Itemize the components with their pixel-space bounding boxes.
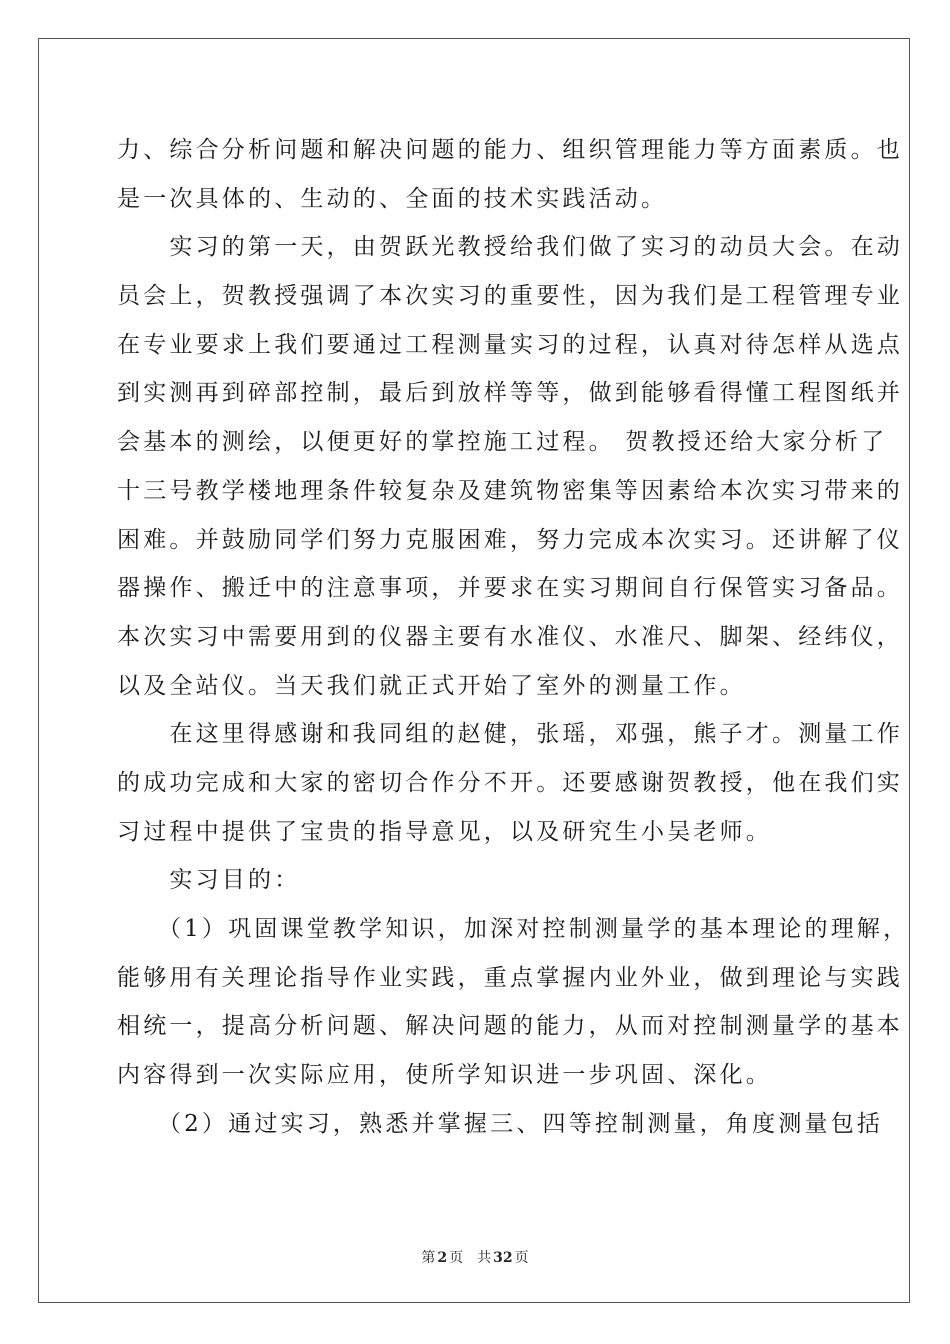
text-line: 的成功完成和大家的密切合作分不开。还要感谢贺教授，他在我们实: [117, 769, 903, 796]
page-footer: [0, 1247, 950, 1267]
text-line: 十三号教学楼地理条件较复杂及建筑物密集等因素给本次实习带来的: [117, 477, 903, 504]
page-prefix: 第: [421, 1250, 436, 1266]
text-line: 到实测再到碎部控制，最后到放样等等，做到能够看得懂工程图纸并: [117, 380, 903, 407]
text-line: 会基本的测绘，以便更好的掌控施工过程。 贺教授还给大家分析了: [117, 429, 888, 456]
text-line: 能够用有关理论指导作业实践，重点掌握内业外业，做到理论与实践: [117, 964, 903, 991]
text-line: 员会上，贺教授强调了本次实习的重要性，因为我们是工程管理专业: [117, 283, 903, 310]
document-body: [117, 126, 910, 1148]
text-line: 困难。并鼓励同学们努力克服困难，努力完成本次实习。还讲解了仪: [117, 526, 903, 553]
text-line: 内容得到一次实际应用，使所学知识进一步巩固、深化。: [117, 1062, 772, 1089]
page-current: 2: [437, 1250, 448, 1266]
text-line: 实习的第一天，由贺跃光教授给我们做了实习的动员大会。在动: [117, 234, 903, 261]
text-line: 本次实习中需要用到的仪器主要有水准仪、水准尺、脚架、经纬仪，: [117, 623, 903, 650]
text-line: 相统一，提高分析问题、解决问题的能力，从而对控制测量学的基本: [117, 1013, 903, 1040]
text-line: 是一次具体的、生动的、全面的技术实践活动。: [117, 185, 668, 212]
page-total: 32: [493, 1250, 513, 1266]
text-line: 实习目的：: [117, 867, 301, 894]
text-line: 力、综合分析问题和解决问题的能力、组织管理能力等方面素质。也: [117, 137, 903, 163]
page-label: 页: [449, 1250, 464, 1266]
text-line: （1）巩固课堂教学知识，加深对控制测量学的基本理论的理解，: [117, 916, 910, 942]
total-prefix: 共: [477, 1250, 492, 1266]
text-line: 习过程中提供了宝贵的指导意见，以及研究生小吴老师。: [117, 818, 772, 845]
text-line: 在这里得感谢和我同组的赵健，张瑶，邓强，熊子才。测量工作: [117, 721, 903, 748]
text-line: （2）通过实习，熟悉并掌握三、四等控制测量，角度测量包括: [117, 1110, 884, 1137]
text-line: 以及全站仪。当天我们就正式开始了室外的测量工作。: [117, 672, 746, 699]
text-line: 器操作、搬迁中的注意事项，并要求在实习期间自行保管实习备品。: [117, 575, 903, 602]
text-line: 在专业要求上我们要通过工程测量实习的过程，认真对待怎样从选点: [117, 331, 903, 358]
total-label: 页: [514, 1250, 529, 1266]
